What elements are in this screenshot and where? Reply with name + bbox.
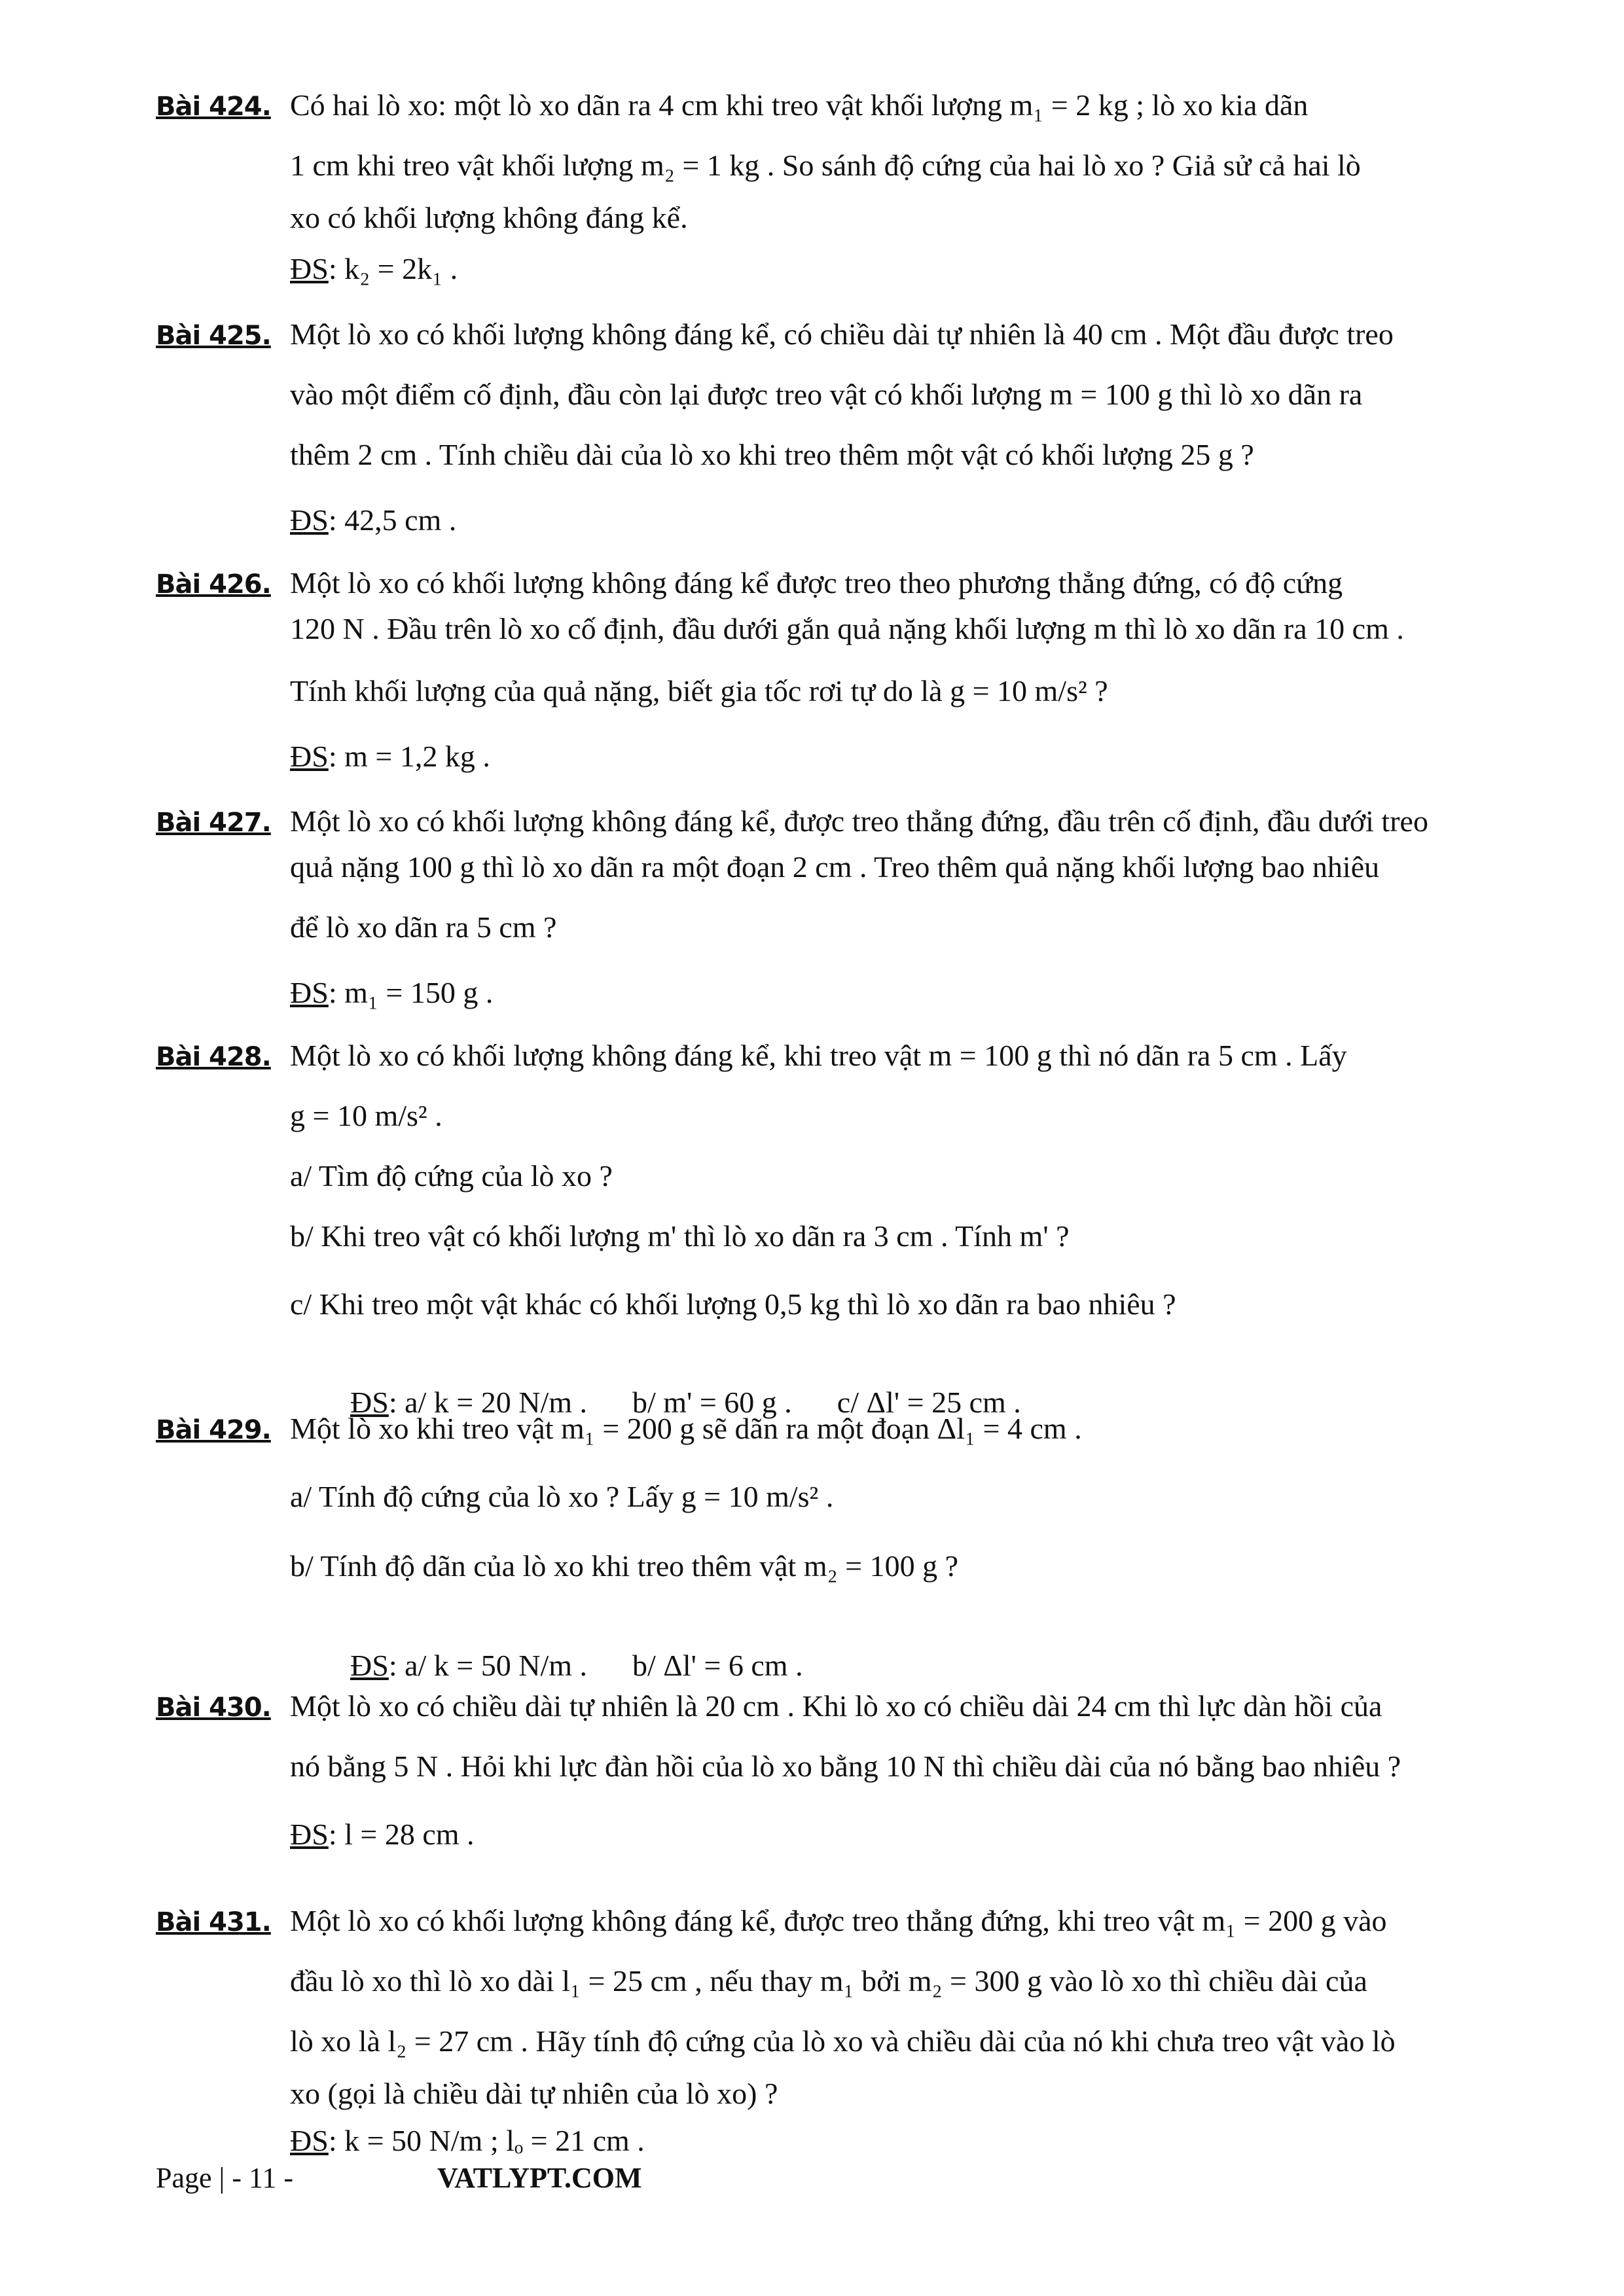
problem-line: Tính khối lượng của quả nặng, biết gia tốc rơi tự do là g = 10 m/s² ? — [290, 674, 1108, 708]
problem-431 — [156, 1906, 1570, 2172]
problem-line: g = 10 m/s² . — [290, 1099, 442, 1132]
answer-text: : l = 28 cm . — [328, 1818, 475, 1851]
answer-text: : m₁ = 150 g . — [328, 976, 494, 1009]
problem-430 — [156, 1691, 1570, 1872]
problem-line: vào một điểm cố định, đầu còn lại được treo vật có khối lượng m = 100 g thì lò xo dãn ra — [290, 378, 1363, 411]
answer-text: : k₂ = 2k₁ . — [328, 252, 458, 285]
answer-line — [290, 978, 1570, 1030]
answer-key: ĐS — [290, 1818, 329, 1851]
problem-line: nó bằng 5 N . Hỏi khi lực đàn hồi của lò xo bằng 10 N thì chiều dài của nó bằng bao nhiêu ? — [290, 1749, 1401, 1783]
answer-line — [290, 254, 1570, 306]
problem-line: 1 cm khi treo vật khối lượng m₂ = 1 kg . So sánh độ cứng của hai lò xo ? Giả sử cả hai lò — [290, 149, 1361, 182]
problem-body — [290, 1691, 1570, 1872]
answer-key: ĐS — [290, 976, 329, 1009]
problem-body — [290, 1412, 1570, 1682]
answer-text: : m = 1,2 kg . — [328, 740, 490, 773]
answer-text: : 42,5 cm . — [328, 503, 457, 537]
problem-line: lò xo là l₂ = 27 cm . Hãy tính độ cứng của lò xo và chiều dài của nó khi chưa treo vật vào lò — [290, 2024, 1396, 2058]
problem-line: để lò xo dãn ra 5 cm ? — [290, 910, 557, 944]
problem-line: b/ Tính độ dãn của lò xo khi treo thêm vật m₂ = 100 g ? — [290, 1549, 959, 1583]
problem-line: c/ Khi treo một vật khác có khối lượng 0,5 kg thì lò xo dãn ra bao nhiêu ? — [290, 1287, 1176, 1321]
problem-body — [290, 806, 1570, 1030]
problem-label: Bài 429. — [156, 1415, 271, 1445]
answer-key: ĐS — [350, 1649, 389, 1682]
answer-key: ĐS — [290, 252, 329, 285]
answer-text: : a/ k = 20 N/m . b/ m' = 60 g . c/ Δl' = 25 cm . — [388, 1386, 1021, 1419]
problem-425 — [156, 319, 1570, 558]
problem-428 — [156, 1039, 1570, 1419]
answer-line — [290, 1621, 1570, 1682]
problem-line: Một lò xo có khối lượng không đáng kể được treo theo phương thẳng đứng, có độ cứng — [290, 566, 1343, 600]
answer-line — [290, 1357, 1570, 1419]
problem-426 — [156, 568, 1570, 794]
problem-line: quả nặng 100 g thì lò xo dãn ra một đoạn 2 cm . Treo thêm quả nặng khối lượng bao nhiêu — [290, 850, 1380, 884]
problem-line: a/ Tính độ cứng của lò xo ? Lấy g = 10 m/s² . — [290, 1480, 834, 1513]
problem-line: Một lò xo có chiều dài tự nhiên là 20 cm . Khi lò xo có chiều dài 24 cm thì lực dàn hồi của — [290, 1689, 1382, 1723]
problem-label: Bài 431. — [156, 1907, 271, 1937]
problem-427 — [156, 806, 1570, 1030]
problem-body — [290, 1906, 1570, 2172]
answer-text: : k = 50 N/m ; lₒ = 21 cm . — [328, 2124, 645, 2157]
problem-line: Một lò xo có khối lượng không đáng kể, được treo thẳng đứng, đầu trên cố định, đầu dưới treo — [290, 804, 1428, 838]
problem-424 — [156, 90, 1570, 306]
answer-key: ĐS — [290, 740, 329, 773]
problem-line: a/ Tìm độ cứng của lò xo ? — [290, 1159, 613, 1193]
problem-line: thêm 2 cm . Tính chiều dài của lò xo khi treo thêm một vật có khối lượng 25 g ? — [290, 438, 1254, 471]
problem-label: Bài 430. — [156, 1693, 271, 1723]
problem-label: Bài 425. — [156, 321, 271, 351]
answer-text: : a/ k = 50 N/m . b/ Δl' = 6 cm . — [388, 1649, 803, 1682]
page-number: Page | - 11 - — [156, 2162, 294, 2194]
problem-line: Có hai lò xo: một lò xo dãn ra 4 cm khi treo vật khối lượng m₁ = 2 kg ; lò xo kia dãn — [290, 88, 1308, 122]
problem-label: Bài 427. — [156, 808, 271, 838]
problem-body — [290, 90, 1570, 306]
problem-label: Bài 428. — [156, 1042, 271, 1072]
problem-line: xo có khối lượng không đáng kể. — [290, 201, 688, 234]
problem-line: Một lò xo có khối lượng không đáng kể, khi treo vật m = 100 g thì nó dãn ra 5 cm . Lấy — [290, 1039, 1347, 1072]
answer-key: ĐS — [290, 503, 329, 537]
problem-label: Bài 426. — [156, 569, 271, 600]
problem-line: xo (gọi là chiều dài tự nhiên của lò xo) ? — [290, 2077, 778, 2110]
problem-line: Một lò xo khi treo vật m₁ = 200 g sẽ dãn ra một đoạn Δl₁ = 4 cm . — [290, 1412, 1082, 1445]
answer-key: ĐS — [350, 1386, 389, 1419]
problem-line: Một lò xo có khối lượng không đáng kể, có chiều dài tự nhiên là 40 cm . Một đầu được treo — [290, 317, 1394, 351]
page-footer — [156, 2161, 810, 2207]
problem-body — [290, 1039, 1570, 1419]
problem-line: b/ Khi treo vật có khối lượng m' thì lò xo dãn ra 3 cm . Tính m' ? — [290, 1219, 1070, 1253]
problem-body — [290, 319, 1570, 558]
problem-line: 120 N . Đầu trên lò xo cố định, đầu dưới gắn quả nặng khối lượng m thì lò xo dãn ra 10 cm . — [290, 612, 1404, 645]
problem-label: Bài 424. — [156, 92, 271, 122]
problem-429 — [156, 1412, 1570, 1682]
answer-line — [290, 1820, 1570, 1872]
answer-line — [290, 742, 1570, 794]
problem-line: Một lò xo có khối lượng không đáng kể, được treo thẳng đứng, khi treo vật m₁ = 200 g vào — [290, 1904, 1387, 1937]
answer-line — [290, 505, 1570, 558]
problem-body — [290, 568, 1570, 794]
site-name: VATLYPT.COM — [437, 2162, 642, 2194]
problem-line: đầu lò xo thì lò xo dài l₁ = 25 cm , nếu thay m₁ bởi m₂ = 300 g vào lò xo thì chiều dài của — [290, 1964, 1367, 1998]
answer-key: ĐS — [290, 2124, 329, 2157]
